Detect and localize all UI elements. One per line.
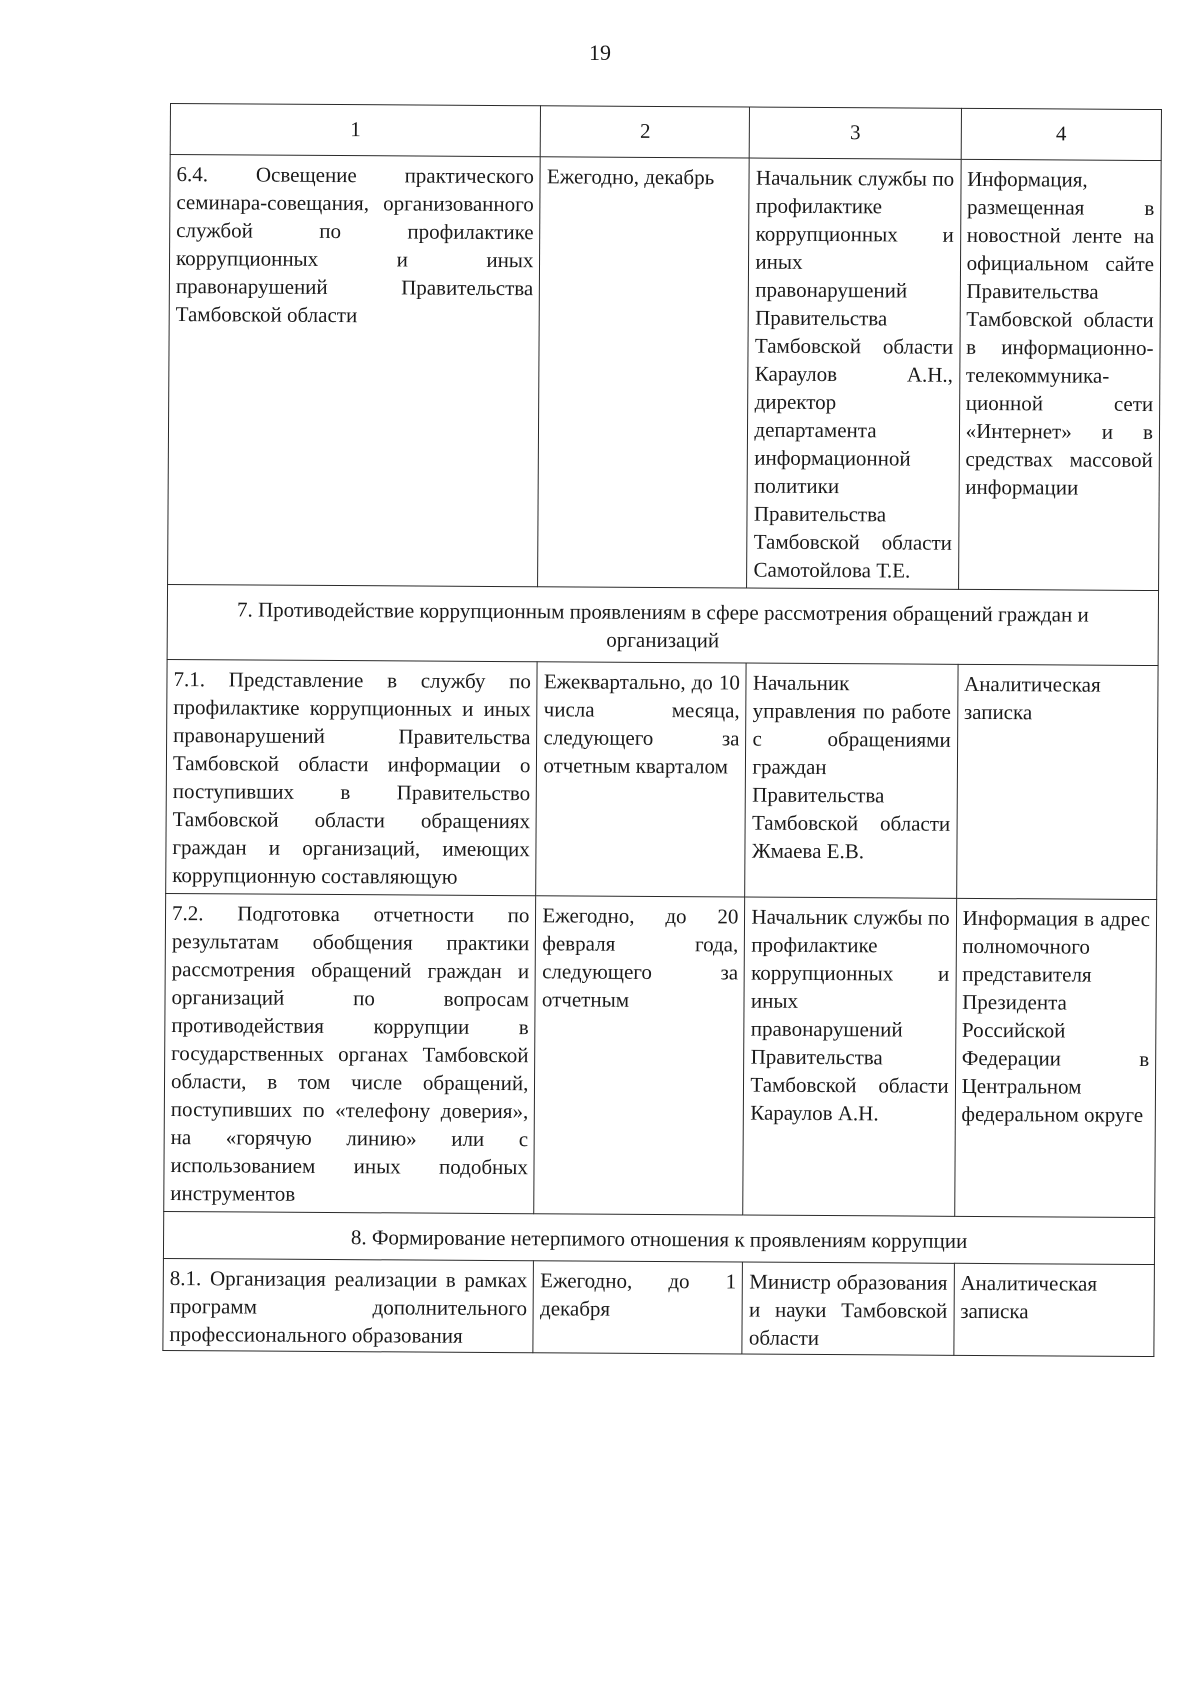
column-number-3: 3 bbox=[750, 107, 961, 159]
table-row bbox=[163, 1258, 1155, 1356]
page-number: 19 bbox=[589, 40, 611, 65]
deadline-cell: Ежеквартально, до 10 числа месяца, следующего за отчетным кварталом bbox=[536, 662, 746, 897]
section-row bbox=[167, 584, 1158, 665]
table-row bbox=[164, 893, 1157, 1217]
result-cell: Информация в адрес полномочного представителя Президента Российской Федерации в Центральном федеральном округе bbox=[954, 898, 1156, 1217]
section-row bbox=[163, 1211, 1154, 1264]
column-number-2: 2 bbox=[541, 106, 750, 158]
header-row bbox=[170, 104, 1161, 161]
measure-cell: 7.1. Представление в службу по профилактике коррупционных и иных правонарушений Правительства Тамбовской области информации о поступивших в Правительство Тамбовской области обращениях граждан и организаций, имеющих коррупционную составляющую bbox=[166, 659, 538, 895]
table-row bbox=[166, 659, 1158, 899]
measure-cell: 8.1. Организация реализации в рамках программ дополнительного профессионального образования bbox=[163, 1258, 534, 1352]
deadline-cell: Ежегодно, декабрь bbox=[538, 157, 750, 588]
responsible-cell: Начальник службы по профилактике коррупционных и иных правонарушений Правительства Тамбовской области Караулов А.Н. bbox=[743, 897, 956, 1216]
section-heading: 7. Противодействие коррупционным проявлениям в сфере рассмотрения обращений граждан и организаций bbox=[167, 584, 1158, 665]
measure-cell: 6.4. Освещение практического семинара-совещания, организованного службой по профилактике коррупционных и иных правонарушений Правительства Тамбовской области bbox=[168, 155, 541, 587]
result-cell: Информация, размещенная в новостной ленте на официальном сайте Правительства Тамбовской области в информационно-телекоммуника-ционной сети «Интернет» и в средствах массовой информации bbox=[958, 159, 1161, 590]
responsible-cell: Министр образования и науки Тамбовской области bbox=[742, 1262, 954, 1355]
measures-table bbox=[162, 103, 1162, 1357]
result-cell: Аналитическая записка bbox=[956, 664, 1158, 899]
result-cell: Аналитическая записка bbox=[953, 1263, 1154, 1356]
responsible-cell: Начальник управления по работе с обращениями граждан Правительства Тамбовской области Жмаева Е.В. bbox=[745, 663, 958, 898]
column-number-4: 4 bbox=[961, 108, 1162, 160]
column-number-1: 1 bbox=[170, 104, 541, 157]
section-heading: 8. Формирование нетерпимого отношения к проявлениям коррупции bbox=[163, 1211, 1154, 1264]
deadline-cell: Ежегодно, до 1 декабря bbox=[533, 1261, 743, 1354]
deadline-cell: Ежегодно, до 20 февраля года, следующего за отчетным bbox=[534, 896, 745, 1215]
table-row bbox=[168, 155, 1162, 591]
measure-cell: 7.2. Подготовка отчетности по результатам обобщения практики рассмотрения обращений граждан и организаций по вопросам противодействия коррупции в государственных органах Тамбовской области, в том числе обращений, поступивших по «телефону доверия», на «горячую линию» или с использованием иных подобных инструментов bbox=[164, 893, 536, 1213]
responsible-cell: Начальник службы по профилактике коррупционных и иных правонарушений Правительства Тамбовской области Караулов А.Н., директор департамента информационной политики Правительства Тамбовской области Самотойлова Т.Е. bbox=[747, 158, 961, 589]
